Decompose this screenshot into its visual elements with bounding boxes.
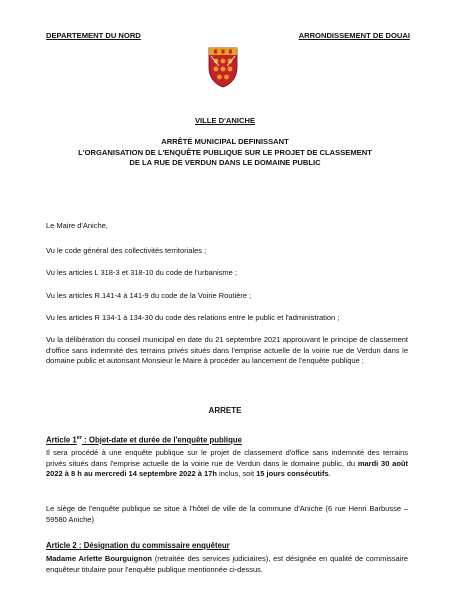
article1-text-c: inclus, soit <box>216 469 257 479</box>
coat-of-arms-icon <box>207 46 239 88</box>
vu-relations-public: Vu les articles R 134-1 à 134-30 du code des relations entre le public et l'administration ; <box>46 313 340 322</box>
arrete-title-line3: DE LA RUE DE VERDUN DANS LE DOMAINE PUBLIC <box>129 158 321 167</box>
article1-title: : Objet-date et durée de l'enquête publique <box>81 435 242 445</box>
article1-text-d: . <box>328 469 331 479</box>
header-departement: DEPARTEMENT DU NORD <box>46 31 141 40</box>
article2-title: Article 2 : Désignation du commissaire enquêteur <box>46 541 230 550</box>
arrete-title-line2: L'ORGANISATION DE L'ENQUÊTE PUBLIQUE SUR LE PROJET DE CLASSEMENT <box>78 148 372 157</box>
article2-heading <box>46 541 230 550</box>
article2-paragraph <box>46 554 408 575</box>
article1-sup: er <box>76 435 82 441</box>
article1-duration: 15 jours consécutifs <box>256 469 329 479</box>
arrete-heading: ARRETE <box>208 406 242 415</box>
vu-voirie: Vu les articles R.141-4 à 141-9 du code de la Voirie Routière ; <box>46 291 252 300</box>
header-arrondissement: ARRONDISSEMENT DE DOUAI <box>298 31 410 40</box>
commissaire-name: Madame Arlette Bourguignon <box>46 554 152 563</box>
ville-title: VILLE D'ANICHE <box>194 116 256 125</box>
article1-text-a: Il sera procédé à une enquête publique sur le projet de classement d'office sans indemnité des terrains privés situés dans l'emprise actuelle de la voirie rue de Verdun dans le domaine public, du <box>46 448 408 468</box>
article1-prefix: Article 1 <box>46 435 77 445</box>
vu-urbanisme: Vu les articles L 318-3 et 318-10 du code de l'urbanisme ; <box>46 268 237 277</box>
article1-dates: mardi 30 août 2022 à 8 h au mercredi 14 septembre 2022 à 17h <box>46 458 408 479</box>
article1-heading <box>46 435 242 445</box>
article1-paragraph2: Le siège de l'enquête publique se situe à l'hôtel de ville de la commune d'Aniche (6 rue Henri Barbusse – 59580 Aniche) <box>46 504 408 524</box>
article2-text: (retraitée des services judiciaires), est désignée en qualité de commissaire enquêteur titulaire pour l'enquête publique mentionnée ci-dessus. <box>46 554 408 574</box>
vu-cgct: Vu le code général des collectivités territoriales ; <box>46 246 207 255</box>
arrete-title-line1: ARRÊTÉ MUNICIPAL DEFINISSANT <box>161 137 289 146</box>
maire-line: Le Maire d'Aniche, <box>46 221 108 230</box>
vu-deliberation: Vu la délibération du conseil municipal en date du 21 septembre 2021 approuvant le principe de classement d'office sans indemnité des terrains privés situés dans l'emprise actuelle de la voirie rue de Verdun dans le domaine public et autorisant Monsieur le Maire à procéder au lancement de l'enquête publique ; <box>46 335 408 366</box>
article1-paragraph1 <box>46 448 408 480</box>
